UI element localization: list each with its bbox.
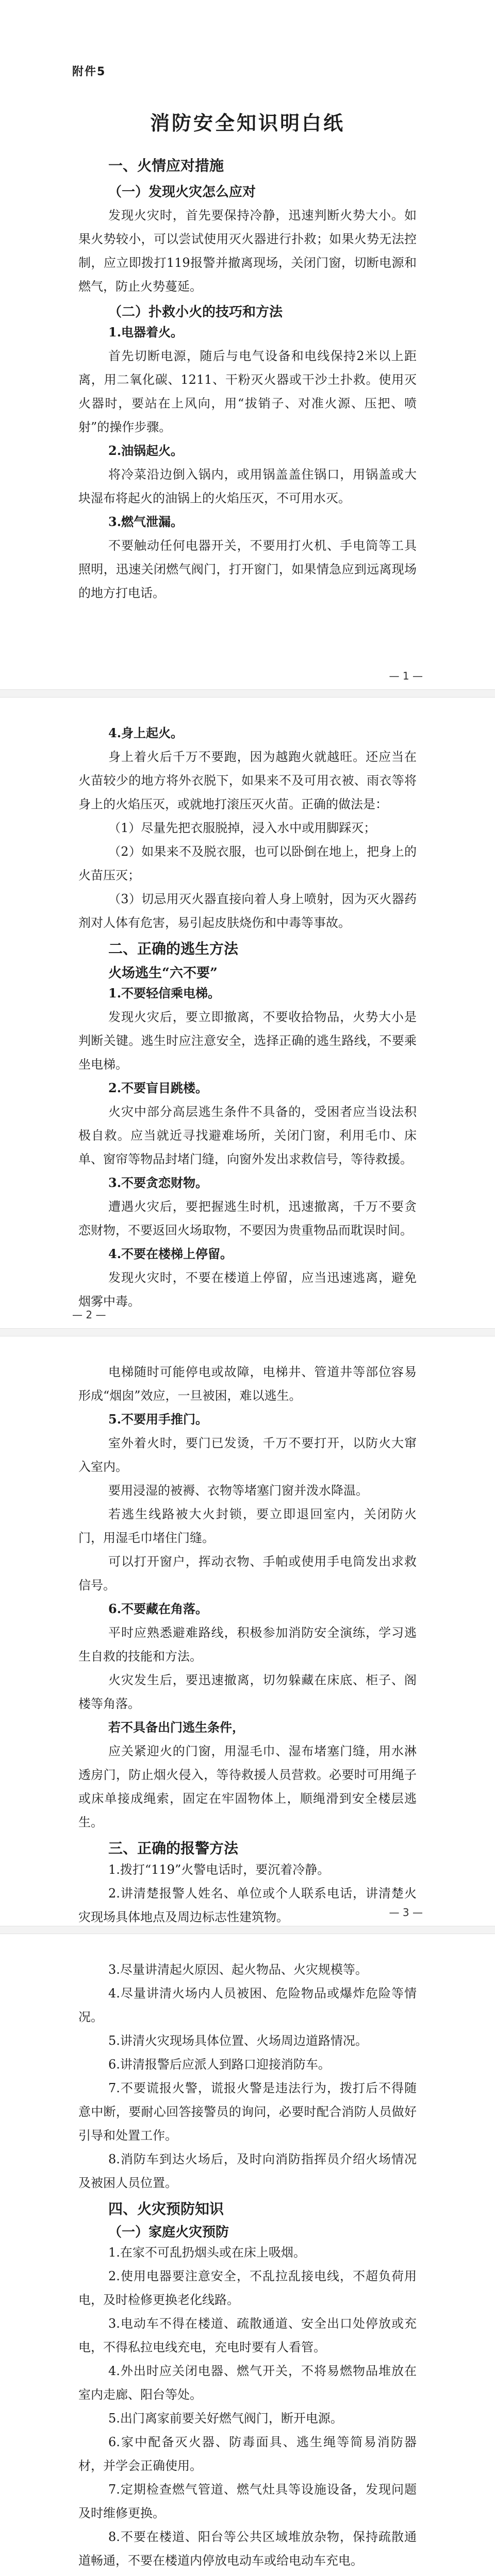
item-heading: 3.燃气泄漏。	[108, 514, 184, 529]
item-heading: 4.身上起火。	[108, 725, 184, 740]
item-heading: 若不具备出门逃生条件，	[108, 1720, 244, 1735]
item-heading: 2.油锅起火。	[108, 443, 184, 458]
paragraph: 首先切断电源，随后与电气设备和电线保持2米以上距离，用二氧化碳、1211、干粉灭火器或干沙土扑救。使用灭火器时，要站在上风向，用“拔销子、对准火源、压把、喷射”的操作步骤。	[78, 349, 417, 434]
list-item: 7.不要谎报火警，谎报火警是违法行为，拨打后不得随意中断，要耐心回答接警员的询问，必要时配合消防人员做好引导和处置工作。	[78, 2081, 417, 2143]
paragraph: 火灾中部分高层逃生条件不具备的，受困者应当设法积极自救。应当就近寻找避难场所，关闭门窗，利用毛巾、床单、窗帘等物品封堵门缝，向窗外发出求救信号，等待救援。	[78, 1105, 417, 1166]
item-heading: 1.电器着火。	[108, 325, 184, 340]
section-heading: 二、正确的逃生方法	[108, 940, 239, 957]
list-item: 3.电动车不得在楼道、疏散通道、安全出口处停放或充电，不得私拉电线充电，充电时要有人看管。	[78, 2316, 417, 2354]
subsection-heading: （二）扑救小火的技巧和方法	[108, 304, 283, 320]
section-1	[78, 155, 417, 605]
paragraph: 发现火灾时，首先要保持冷静，迅速判断火势大小。如果火势较小，可以尝试使用灭火器进行扑救；如果火势无法控制，应立即拨打119报警并撤离现场，关闭门窗，切断电源和燃气，防止火势蔓延。	[78, 208, 417, 294]
list-item: （2）如果来不及脱衣服，也可以卧倒在地上，把身上的火苗压灭；	[78, 844, 417, 883]
paragraph: 可以打开窗户，挥动衣物、手帕或使用手电筒发出求救信号。	[78, 1554, 417, 1592]
list-item: 4.尽量讲清火场内人员被困、危险物品或爆炸危险等情况。	[78, 1986, 417, 2024]
item-heading: 6.不要藏在角落。	[108, 1601, 208, 1616]
list-item: 2.使用电器要注意安全，不乱拉乱接电线，不超负荷用电，及时检修更换老化线路。	[78, 2269, 417, 2307]
section-1-continued	[78, 721, 417, 1313]
paragraph: 要用浸湿的被褥、衣物等堵塞门窗并泼水降温。	[108, 1483, 368, 1498]
subsection-heading: （一）发现火灾怎么应对	[108, 184, 256, 200]
section-heading: 四、火灾预防知识	[108, 2200, 224, 2217]
paragraph: 身上着火后千万不要跑，因为越跑火就越旺。还应当在火苗较少的地方将外衣脱下，如果来不及可用衣被、雨衣等将身上的火焰压灭，或就地打滚压灭火苗。正确的做法是：	[78, 750, 417, 811]
item-heading: 3.不要贪恋财物。	[108, 1175, 208, 1190]
page-number: — 2 —	[72, 1309, 106, 1321]
list-item: 8.不要在楼道、阳台等公共区域堆放杂物，保持疏散通道畅通，不要在楼道内停放电动车或给电动车充电。	[78, 2530, 417, 2568]
item-heading: 4.不要在楼梯上停留。	[108, 1246, 233, 1261]
list-item: 1.拨打“119”火警电话时，要沉着冷静。	[108, 1862, 330, 1877]
paragraph: 发现火灾后，要立即撤离，不要收拾物品，火势大小是判断关键。逃生时应注意安全，选择正确的逃生路线，不要乘坐电梯。	[78, 1010, 417, 1072]
list-item: （1）尽量先把衣服脱掉，浸入水中或用脚踩灭；	[108, 821, 376, 835]
list-item: 8.消防车到达火场后，及时向消防指挥员介绍火场情况及被困人员位置。	[78, 2152, 417, 2190]
section-2-continued	[78, 1360, 417, 1929]
subsection-heading: （一）家庭火灾预防	[108, 2225, 229, 2240]
list-item: （3）切忌用灭火器直接向着人身上喷射，因为灭火器药剂对人体有危害，易引起皮肤烧伤和中毒等事故。	[78, 892, 417, 930]
item-heading: 2.不要盲目跳楼。	[108, 1080, 208, 1095]
paragraph: 发现火灾时，不要在楼道上停留，应当迅速逃离，避免烟雾中毒。	[78, 1270, 417, 1309]
paragraph: 火灾发生后，要迅速撤离，切勿躲藏在床底、柜子、阁楼等角落。	[78, 1673, 417, 1711]
page-number: — 3 —	[389, 1906, 423, 1919]
list-item: 3.尽量讲清起火原因、起火物品、火灾规模等。	[108, 1962, 368, 1977]
section-3-continued	[78, 1958, 417, 2572]
paragraph: 应关紧迎火的门窗，用湿毛巾、湿布堵塞门缝，用水淋透房门，防止烟火侵入，等待救援人员营救。必要时可用绳子或床单接成绳索，固定在牢固物体上，顺绳滑到安全楼层逃生。	[78, 1744, 417, 1829]
list-item: 2.讲清楚报警人姓名、单位或个人联系电话，讲清楚火灾现场具体地点及周边标志性建筑物。	[78, 1886, 417, 1924]
annex-label: 附件5	[72, 65, 106, 78]
list-item: 5.讲清火灾现场具体位置、火场周边道路情况。	[108, 2033, 368, 2048]
page-title: 消防安全知识明白纸	[150, 112, 345, 134]
page-number: — 1 —	[389, 670, 423, 682]
list-item: 4.外出时应关闭电器、燃气开关，不将易燃物品堆放在室内走廊、阳台等处。	[78, 2364, 417, 2402]
section-heading: 三、正确的报警方法	[108, 1840, 239, 1857]
page-separator	[0, 1926, 495, 1934]
paragraph: 遭遇火灾后，要把握逃生时机，迅速撤离，千万不要贪恋财物，不要返回火场取物，不要因为贵重物品而耽误时间。	[78, 1199, 417, 1238]
list-item: 6.讲清报警后应派人到路口迎接消防车。	[108, 2057, 331, 2072]
page-separator	[0, 689, 495, 698]
list-item: 5.出门离家前要关好燃气阀门，断开电源。	[108, 2411, 343, 2426]
item-heading: 5.不要用手推门。	[108, 1412, 208, 1427]
section-heading: 一、火情应对措施	[108, 157, 224, 174]
paragraph: 室外着火时，要门已发烫，千万不要打开，以防火大窜入室内。	[78, 1436, 417, 1474]
paragraph: 不要触动任何电器开关，不要用打火机、手电筒等工具照明，迅速关闭燃气阀门，打开窗门，如果情急应到远离现场的地方打电话。	[78, 538, 417, 600]
paragraph: 将冷菜沿边倒入锅内，或用锅盖盖住锅口，用锅盖或大块湿布将起火的油锅上的火焰压灭，不可用水灭。	[78, 467, 417, 505]
subsection-heading: 火场逃生“六不要”	[108, 965, 218, 981]
list-item: 1.在家不可乱扔烟头或在床上吸烟。	[108, 2245, 306, 2260]
page-separator	[0, 1328, 495, 1336]
paragraph: 电梯随时可能停电或故障，电梯井、管道井等部位容易形成“烟囱”效应，一旦被困，难以逃生。	[78, 1365, 417, 1403]
paragraph: 平时应熟悉避难路线，积极参加消防安全演练，学习逃生自救的技能和方法。	[78, 1625, 417, 1664]
item-heading: 1.不要轻信乘电梯。	[108, 986, 221, 1001]
list-item: 6.家中配备灭火器、防毒面具、逃生绳等简易消防器材，并学会正确使用。	[78, 2435, 417, 2473]
list-item: 7.定期检查燃气管道、燃气灶具等设施设备，发现问题及时维修更换。	[78, 2482, 417, 2520]
paragraph: 若逃生线路被大火封锁，要立即退回室内，关闭防火门，用湿毛巾堵住门缝。	[78, 1507, 417, 1545]
